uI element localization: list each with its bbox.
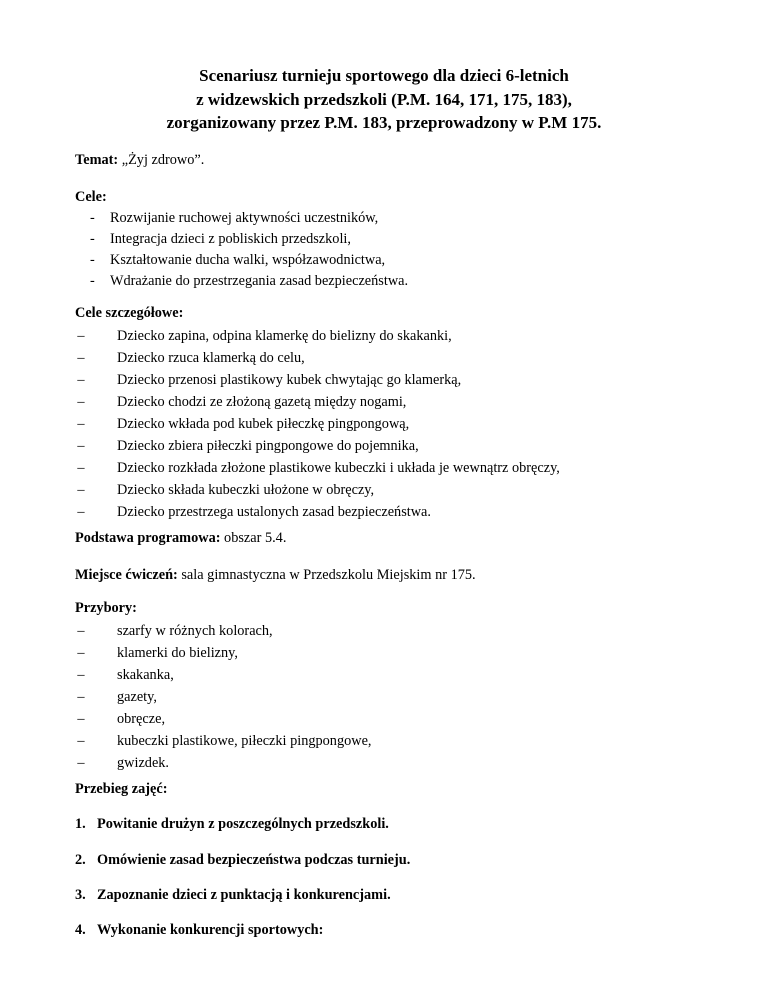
document-title bbox=[0, 64, 768, 135]
equipment-section bbox=[75, 598, 372, 774]
list-item: – Dziecko zbiera piłeczki pingpongowe do pojemnika, bbox=[77, 438, 419, 454]
list-item: – Dziecko zapina, odpina klamerkę do bielizny do skakanki, bbox=[77, 328, 452, 344]
list-item: – kubeczki plastikowe, piłeczki pingpongowe, bbox=[77, 733, 372, 749]
goals-list bbox=[75, 208, 408, 292]
list-item: – Dziecko przestrzega ustalonych zasad bezpieczeństwa. bbox=[77, 504, 431, 520]
curriculum-label: Podstawa programowa: bbox=[75, 530, 221, 546]
list-item: – Dziecko rzuca klamerką do celu, bbox=[77, 350, 305, 366]
list-item: – skakanka, bbox=[77, 667, 174, 683]
list-item: – Dziecko przenosi plastikowy kubek chwytając go klamerką, bbox=[77, 372, 462, 388]
curriculum-value: obszar 5.4. bbox=[220, 530, 287, 546]
course-step: 4. Wykonanie konkurencji sportowych: bbox=[75, 922, 324, 938]
list-item: – Dziecko składa kubeczki ułożone w obręczy, bbox=[77, 482, 375, 498]
list-item: – obręcze, bbox=[77, 711, 166, 727]
curriculum-line bbox=[75, 529, 286, 547]
list-item: – Dziecko rozkłada złożone plastikowe kubeczki i układa je wewnątrz obręczy, bbox=[77, 460, 560, 476]
place-value: sala gimnastyczna w Przedszkolu Miejskim nr 175. bbox=[177, 567, 476, 583]
list-item: - Kształtowanie ducha walki, współzawodnictwa, bbox=[90, 252, 386, 268]
title-line-2: z widzewskich przedszkoli (P.M. 164, 171, 175, 183), bbox=[196, 89, 572, 109]
list-item: - Integracja dzieci z pobliskich przedszkoli, bbox=[90, 231, 351, 247]
topic-line bbox=[75, 151, 204, 169]
detailed-goals-section bbox=[75, 303, 560, 523]
list-item: – Dziecko chodzi ze złożoną gazetą między nogami, bbox=[77, 394, 407, 410]
list-item: – klamerki do bielizny, bbox=[77, 645, 238, 661]
detailed-goals-heading: Cele szczegółowe: bbox=[75, 305, 184, 321]
course-step: 1. Powitanie drużyn z poszczególnych przedszkoli. bbox=[75, 816, 389, 832]
topic-value: „Żyj zdrowo”. bbox=[118, 152, 205, 168]
list-item: - Wdrażanie do przestrzegania zasad bezpieczeństwa. bbox=[90, 273, 409, 289]
list-item: – szarfy w różnych kolorach, bbox=[77, 623, 273, 639]
topic-label: Temat: bbox=[75, 152, 119, 168]
list-item: - Rozwijanie ruchowej aktywności uczestników, bbox=[90, 210, 379, 226]
detailed-goals-list bbox=[75, 325, 560, 523]
equipment-list bbox=[75, 620, 372, 774]
course-heading: Przebieg zajęć: bbox=[75, 781, 168, 797]
list-item: – gazety, bbox=[77, 689, 157, 705]
place-line bbox=[75, 566, 476, 584]
course-step: 2. Omówienie zasad bezpieczeństwa podczas turnieju. bbox=[75, 852, 411, 868]
equipment-heading: Przybory: bbox=[75, 600, 137, 616]
list-item: – Dziecko wkłada pod kubek piłeczkę pingpongową, bbox=[77, 416, 410, 432]
title-line-1: Scenariusz turnieju sportowego dla dzieci 6-letnich bbox=[199, 66, 569, 85]
place-label: Miejsce ćwiczeń: bbox=[75, 567, 178, 583]
list-item: – gwizdek. bbox=[77, 755, 170, 771]
title-line-3: zorganizowany przez P.M. 183, przeprowadzony w P.M 175. bbox=[166, 113, 602, 132]
goals-heading: Cele: bbox=[75, 189, 107, 205]
goals-section bbox=[75, 187, 408, 292]
course-step: 3. Zapoznanie dzieci z punktacją i konkurencjami. bbox=[75, 887, 391, 903]
